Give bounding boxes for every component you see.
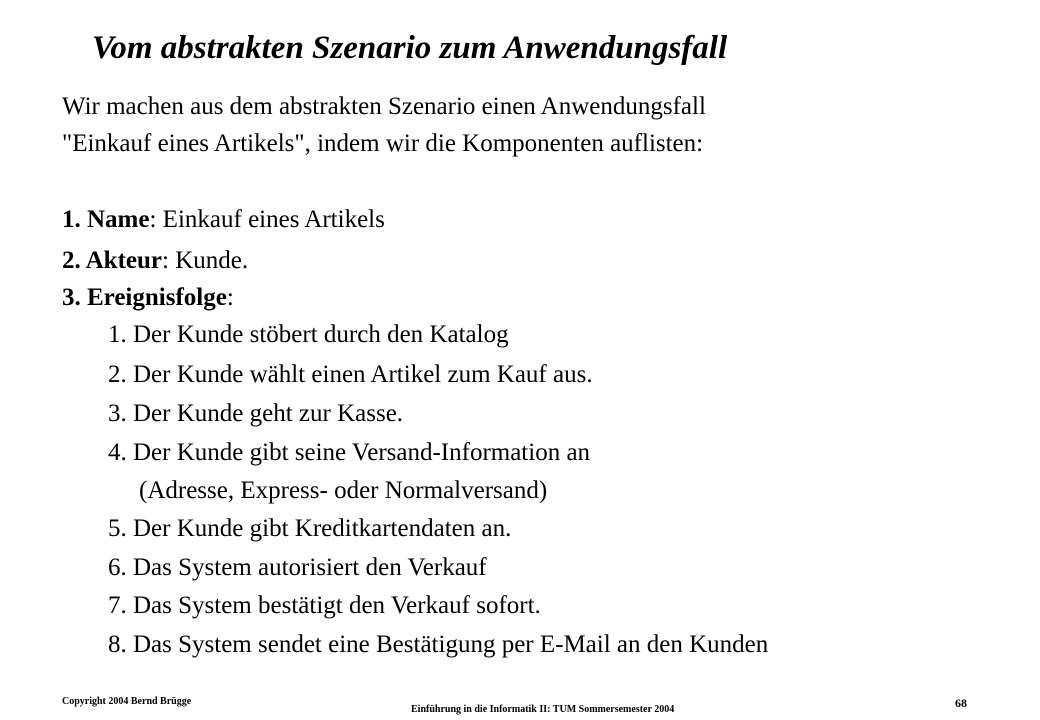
component-akteur [62, 248, 248, 273]
step-item: 4. Der Kunde gibt seine Versand-Information an [108, 439, 591, 466]
step-item: 6. Das System autorisiert den Verkauf [108, 554, 487, 581]
intro-line-2: "Einkauf eines Artikels", indem wir die Komponenten auflisten: [62, 130, 704, 157]
slide-title: Vom abstrakten Szenario zum Anwendungsfall [92, 30, 728, 66]
step-item: 8. Das System sendet eine Bestätigung per E-Mail an den Kunden [108, 631, 769, 658]
component-value: : Einkauf eines Artikels [149, 206, 385, 233]
footer-course: Einführung in die Informatik II: TUM Sommersemester 2004 [411, 704, 675, 715]
step-item: 5. Der Kunde gibt Kreditkartendaten an. [108, 515, 512, 542]
component-number: 3. [62, 284, 87, 311]
component-name [62, 207, 385, 232]
intro-line-1: Wir machen aus dem abstrakten Szenario einen Anwendungsfall [62, 93, 706, 120]
step-item: 1. Der Kunde stöbert durch den Katalog [108, 321, 509, 348]
step-item-continuation: (Adresse, Express- oder Normalversand) [139, 477, 548, 504]
component-ereignisfolge [62, 285, 234, 310]
component-key: Name [87, 206, 150, 233]
component-number: 2. [62, 247, 86, 274]
component-number: 1. [62, 206, 87, 233]
component-key: Akteur [85, 247, 163, 274]
step-item: 3. Der Kunde geht zur Kasse. [108, 400, 404, 427]
step-item: 7. Das System bestätigt den Verkauf sofort. [108, 592, 541, 619]
footer-copyright: Copyright 2004 Bernd Brügge [62, 696, 192, 707]
component-key: Ereignisfolge [87, 284, 227, 311]
component-value: : [226, 284, 234, 311]
page-number: 68 [955, 696, 967, 710]
component-value: : Kunde. [162, 247, 249, 274]
step-item: 2. Der Kunde wählt einen Artikel zum Kauf aus. [108, 361, 593, 388]
